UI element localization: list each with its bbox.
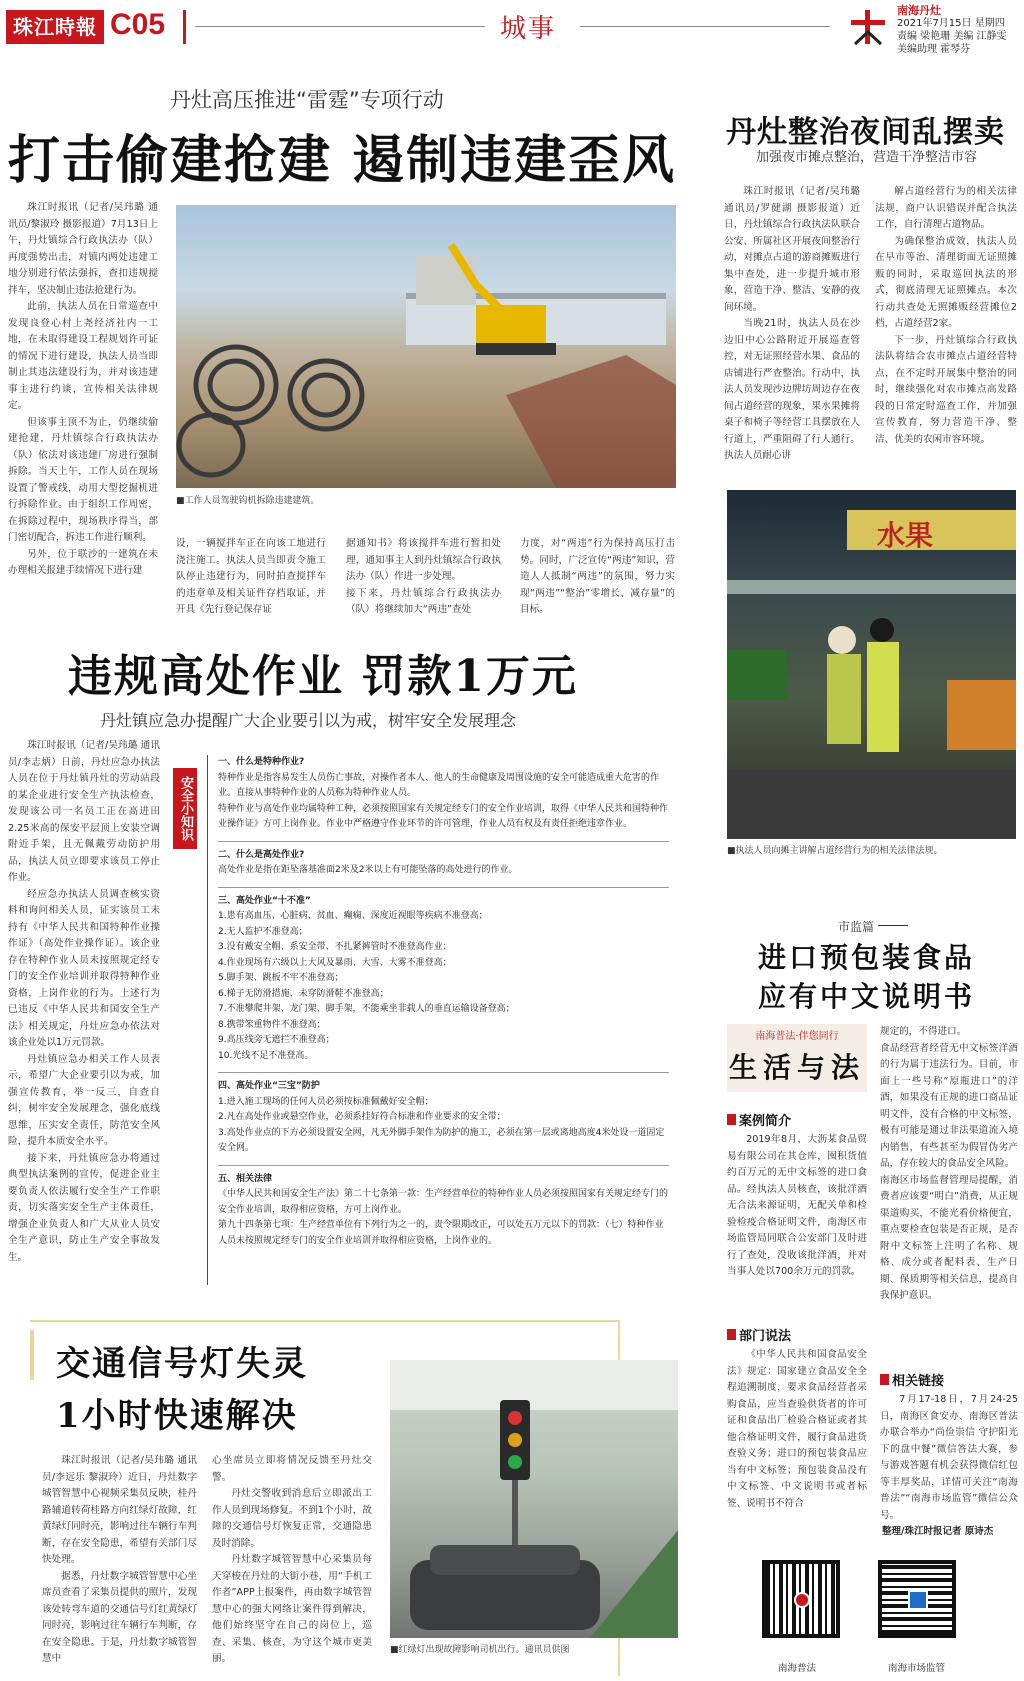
page-number: C05 (110, 8, 166, 41)
knowledge-section (218, 755, 669, 833)
banner-big-text: 生活与法 (728, 1051, 865, 1084)
dept-text: 《中华人民共和国食品安全法》规定：国家建立食品安全全程追溯制度，要求食品经营者采购食品，应当查验供货者的许可证和食品出厂检验合格证或者其他合格证明文件，履行食品进货查验义务；进口的预包装食品应当有中文标签；预包装食品没有中文标签、中文说明书或者标签、说明书不符合 (727, 1349, 867, 1509)
article4-caption: ■红绿灯出现故障影响司机出行。通讯员供图 (390, 1645, 570, 1655)
paragraph: 珠江时报讯（记者/吴玮璐 通讯员/李远乐 黎淑玲）近日，丹灶数字城管智慧中心视频采集员反映，桂丹路辅道转荷桂路方向红绿灯故障，红黄绿灯同时亮，影响过往车辆行车判断，存在安全隐患，希望有关部门尽快处理。 (42, 1455, 197, 1565)
article4-frame-bar (30, 1330, 34, 1380)
knowledge-box (207, 755, 669, 1285)
knowledge-label-text: 安全小知识 (178, 776, 193, 841)
link-text: 7月17-18日，7月24-25日，南海区食安办、南海区普法办联合举办“尚俭崇信 守护阳光下的盘中餐”微信答法大赛，参与游戏答题有机会获得微信红包等丰厚奖品，详情可关注“南海普法”“南海市场监管”微信公众号。 (880, 1394, 1018, 1521)
case-title-text: 案例简介 (739, 1114, 792, 1129)
life-law-banner (727, 1024, 867, 1092)
section-title: 城事 (500, 14, 557, 44)
paragraph: 下一步，丹灶镇综合行政执法队将结合农市摊点占道经营特点，在不定时开展集中整治的同时，继续强化对农市摊点高发路段的日常定时巡查工作，并加强宣传教育，努力营造干净、整洁、优美的农闲市容环境。 (875, 334, 1017, 445)
article4-col1 (42, 1453, 197, 1677)
knowledge-body: 特种作业是指容易发生人员伤亡事故，对操作者本人、他人的生命健康及周围设施的安全可能造成重大危害的作业。直接从事特种作业的人员称为特种作业人员。 特种作业与高处作业均属特种工种，必须按照国家有关规定经专门的安全作业培训，取得《中华人民共和国特种作业操作证》方可上岗作业。作业中严格遵守作业环节的许可管理，作业人员有权及有责任拒绝违章作业。 (218, 772, 669, 829)
issue-info (897, 4, 1022, 56)
knowledge-title: 五、相关法律 (218, 1173, 273, 1184)
article1-col4: 力度，对“两违”行为保持高压打击势。同时，广泛宣传“两违”知识，营造人人抵制“两违”的氛围，努力实现“两违”“整治”零增长、减存量”的目标。 (520, 538, 675, 615)
article1-headline: 打击偷建抢建 遏制违建歪风 (8, 130, 677, 191)
link-title-text: 相关链接 (892, 1374, 945, 1389)
knowledge-title: 一、什么是特种作业? (218, 757, 305, 767)
case-title (727, 1110, 791, 1129)
paragraph: 丹灶数字城管智慧中心采集员每天穿梭在丹灶的大街小巷，用“手机工作者”APP上报案件，再由数字城管智慧中心的强大网络让案件得到解决，他们始终坚守在自己的岗位上，巡查、采集、核查，为守这个城市更美丽。 (212, 1554, 372, 1664)
knowledge-body: 高处作业是指在距坠落基准面2米及2米以上有可能坠落的高处进行的作业。 (218, 865, 518, 875)
knowledge-section (218, 1165, 669, 1250)
knowledge-title: 三、高处作业“十不准” (218, 895, 311, 906)
masthead-logo: 珠江時報 (6, 10, 104, 44)
article1-caption: ■工作人员驾驶钩机拆除违建建筑。 (176, 496, 320, 506)
assistant-editor: 美编助理 霍琴芬 (897, 44, 971, 55)
article1-kicker: 丹灶高压推进“雷霆”专项行动 (170, 88, 444, 112)
knowledge-section (218, 887, 669, 1065)
paragraph: 解占道经营行为的相关法律法规，商户认识错误并配合执法工作，自行清理占道物品。 (875, 186, 1017, 230)
dept-title-text: 部门说法 (739, 1329, 792, 1344)
article3-subhead: 丹灶镇应急办提醒广大企业要引以为戒，树牢安全发展理念 (100, 711, 517, 730)
header-rule-right (580, 26, 830, 27)
brand-emblem-icon (845, 6, 891, 52)
paragraph: 丹灶交警收到消息后立即派出工作人员到现场修复。不到1个小时，故障的交通信号灯恢复正常，交通隐患及时消除。 (212, 1488, 372, 1549)
qr-label: 南海市场监管 (888, 1663, 946, 1674)
paragraph: 经应急办执法人员调查核实资料和询问相关人员，证实该员工未持有《中华人民共和国特种作业操作证》（高处作业操作证）。该企业存在特种作业人员未按照规定经专门的安全作业培训并取得特种作业资格，上岗作业的行为。上述行为已违反《中华人民共和国安全生产法》相关规定，丹灶应急办依法对该企业处以1万元罚款。 (8, 888, 160, 1048)
paragraph: 珠江时报讯（记者/吴玮璐 通讯员/李志炳）日前，丹灶应急办执法人员在位于丹灶镇丹灶的劳动站段的某企业进行安全生产执法检查，发现该公司一名员工正在高进田2.25米高的保安平层顶上安装空调附近手架，且无佩戴劳动防护用品，执法人员立即要求该员工停止作业。 (8, 740, 160, 883)
paragraph: 珠江时报讯（记者/吴玮璐 通讯员/罗健湖 摄影报道）近日，丹灶镇综合行政执法队联合公安、所属社区开展夜间整治行动，对摊点占道的游商摊贩进行集中查处，进一步提升城市形象，营造干净、整洁、安静的夜间环境。 (724, 186, 860, 313)
article5-kicker-rule (878, 925, 908, 926)
knowledge-body: 1.进入施工现场的任何人员必须按标准佩戴好安全帽； 2.凡在高处作业或悬空作业，必须系挂好符合标准和作业要求的安全带； 3.高处作业点的下方必须设置安全网，凡无外脚手架作为防护的施工，必须在第一层或离地高度4米处设一道固定安全网。 (218, 1096, 665, 1153)
article5-headline-line1: 进口预包装食品 (758, 941, 976, 974)
paragraph: 为确保整治成效，执法人员在早市等治、清理街面无证照摊贩的同时，采取巡回执法的形式，彻底清理无证照摊点。本次行动共查处无照摊贩经营摊位2档，占道经营2家。 (875, 235, 1017, 329)
knowledge-section (218, 1072, 669, 1157)
article2-photo (727, 490, 1016, 839)
article1-col3: 据通知书》将该搅拌车进行暂扣处理，通知事主人到丹灶镇综合行政执法办（队）作进一步处理。 接下来，丹灶镇综合行政执法办（队）将继续加大“两违”查处 (346, 538, 501, 615)
article5-right-text: 规定的，不得进口。 食品经营者经营无中文标签洋酒的行为属于违法行为。目前，市面上一些号称“原瓶进口”的洋酒，如果没有正规的进口商品证明文件，没有合格的中文标签，极有可能是通过非法渠道流入境内销售，有些甚至为假冒伪劣产品，存在较大的食品安全风险。 南海区市场监督管理局提醒，消费者应该要“明白”消费，从正规渠道购买，不能光看价格便宜，重点要检查包装是否正规，是否附中文标签上注明了名称、规格、成分或者配料表、生产日期、保质期等相关信息，提高自我保护意识。 (880, 1026, 1018, 1301)
qr-code-icon[interactable] (762, 1560, 840, 1638)
article3-col1 (8, 738, 160, 1286)
paragraph: 心坐席员立即将情况反馈至丹灶交警。 (212, 1455, 372, 1483)
article1-col1 (8, 200, 158, 610)
article5-kicker: 市监篇 (838, 920, 875, 934)
article4-photo (390, 1360, 678, 1638)
paragraph: 另外，位于联沙的一建筑在未办理相关报建手续情况下进行建 (8, 548, 158, 576)
knowledge-section (218, 841, 669, 879)
red-square-icon (880, 1374, 889, 1385)
brand-name: 南海丹灶 (897, 4, 941, 17)
qr-code-icon[interactable] (878, 1560, 956, 1638)
editors: 责编 梁艳珊 美编 江静雯 (897, 31, 1007, 42)
paragraph: 接下来，丹灶镇应急办将通过典型执法案例的宣传，促进企业主要负责人依法履行安全生产工作职责，切实落实安全生产主体责任，增强企业负责人和广大从业人员安全生产意识，防止生产安全事故发生。 (8, 1152, 160, 1263)
article2-headline: 丹灶整治夜间乱摆卖 (726, 115, 1005, 150)
header-divider (183, 10, 186, 44)
paragraph: 珠江时报讯（记者/吴玮璐 通讯员/黎淑玲 摄影报道）7月13日上午，丹灶镇综合行政执法办（队）再度强势出击，对镇内两处违建工地分别进行依法强拆，查扣违规搅拌车，坚决制止违法抢建行为。 (8, 202, 158, 296)
article1-col2: 设，一辆搅拌车正在向该工地进行浇注施工。执法人员当即责令施工队停止违建行为，同时拍查搅拌车的违章单及相关证件存档取证，并开具《先行登记保存证 (176, 538, 326, 615)
article4-headline-line1: 交通信号灯失灵 (56, 1344, 308, 1384)
article3-headline: 违规高处作业 罚款1万元 (68, 651, 578, 702)
case-text: 2019年8月，大沥某食品贸易有限公司在其仓库，囤积货值约百万元的无中文标签的进口食品。经执法人员核查，该批洋酒无合法来源证明，无配关单和检验检疫合格证明文件，南海区市场监管局同联合公安部门及时进行了查处，没收该批洋酒，并对当事人处以700余万元的罚款。 (727, 1134, 867, 1277)
article4-headline-line2: 1小时快速解决 (56, 1396, 298, 1436)
article5-byline: 整理/珠江时报记者 原诗杰 (882, 1526, 994, 1537)
knowledge-label (173, 768, 197, 849)
knowledge-body: 《中华人民共和国安全生产法》第二十七条第一款：生产经营单位的特种作业人员必须按照国家有关规定经专门的安全作业培训，取得相应资格，方可上岗作业。 第九十四条第七项：生产经营单位有下列行为之一的，责令限期改正，可以处五万元以下的罚款：（七）特种作业人员未按照规定经专门的安全作业培训并取得相应资格，上岗作业的。 (218, 1189, 669, 1246)
article2-col2 (875, 184, 1017, 484)
paragraph: 但该事主顶不为止，仍继续偷建抢建，丹灶镇综合行政执法办（队）依法对该违建厂房进行强制拆除。当天上午，工作人员在现场设置了警戒线，动用大型挖掘机进行拆除作业。由于组织工作周密，在拆除过程中，现场秩序得当，部门密切配合，拆违工作进行顺利。 (8, 416, 158, 543)
red-square-icon (727, 1114, 736, 1125)
article2-col1 (724, 184, 860, 484)
paragraph: 当晚21时，执法人员在沙边旧中心公路附近开展巡查管控，对无证照经营水果、食品的店铺进行严查整治。行动中，执法人员发现沙边牌坊周边存在夜间占道经营的现象，果水果摊将桌子和椅子等经营工具摆放在人行道上，严重阻碍了行人通行。执法人员耐心讲 (724, 318, 860, 461)
paragraph: 丹灶镇应急办相关工作人员表示，希望广大企业要引以为戒，加强宣传教育，举一反三，自查自纠，树牢安全发展理念，强化底线思维，压实安全责任，防范安全风险，提升本质安全水平。 (8, 1053, 160, 1147)
link-title (880, 1370, 944, 1389)
fruit-shop-sign: 水果 (877, 519, 934, 552)
knowledge-title: 二、什么是高处作业? (218, 849, 305, 860)
header-rule-left (195, 26, 485, 27)
qr-label: 南海普法 (778, 1663, 817, 1674)
banner-small-text: 南海普法·伴您同行 (755, 1031, 839, 1042)
knowledge-title: 四、高处作业“三宝”防护 (218, 1081, 320, 1091)
red-square-icon (727, 1329, 736, 1340)
article4-col2 (212, 1453, 372, 1677)
dept-title (727, 1325, 791, 1344)
paragraph: 此前，执法人员在日常巡查中发现良登心村上尧经济社内一工地，在未取得建设工程规划许可证的情况下进行建设，执法人员当即制止其违法建设行为，并对该违建事主进行约谈，宣传相关法律规定。 (8, 301, 158, 411)
knowledge-body: 1.患有高血压、心脏病、贫血、癫痫、深度近视眼等疾病不准登高； 2.无人监护不准登高； 3.没有戴安全帽、系安全带、不扎紧裤管时不准登高作业； 4.作业现场有六级以上大风及暴雨、大雪、大雾不准登高； 5.脚手架、跳板不牢不准登高； 6.梯子无防滑措施、未穿防滑鞋不准登高； 7.不准攀爬井架、龙门架、脚手架，不能乘坐非载人的垂直运输设备登高； 8.携带笨重物件不准登高； 9.高压线旁无遮拦不准登高； 10.光线不足不准登高。 (218, 911, 515, 1061)
paragraph: 据悉，丹灶数字城管智慧中心坐席员查看了采集员提供的照片，发现该处转弯车道的交通信号灯红黄绿灯同时亮，影响过往车辆行车判断，存在安全隐患。于是，丹灶数字城管智慧中 (42, 1570, 197, 1664)
article2-caption: ■执法人员向摊主讲解占道经营行为的相关法律法规。 (727, 846, 943, 856)
article2-subhead: 加强夜市摊点整治，营造干净整洁市容 (756, 150, 978, 165)
article5-headline-line2: 应有中文说明书 (758, 980, 976, 1013)
article1-photo (176, 205, 676, 488)
issue-date: 2021年7月15日 星期四 (897, 18, 1005, 29)
